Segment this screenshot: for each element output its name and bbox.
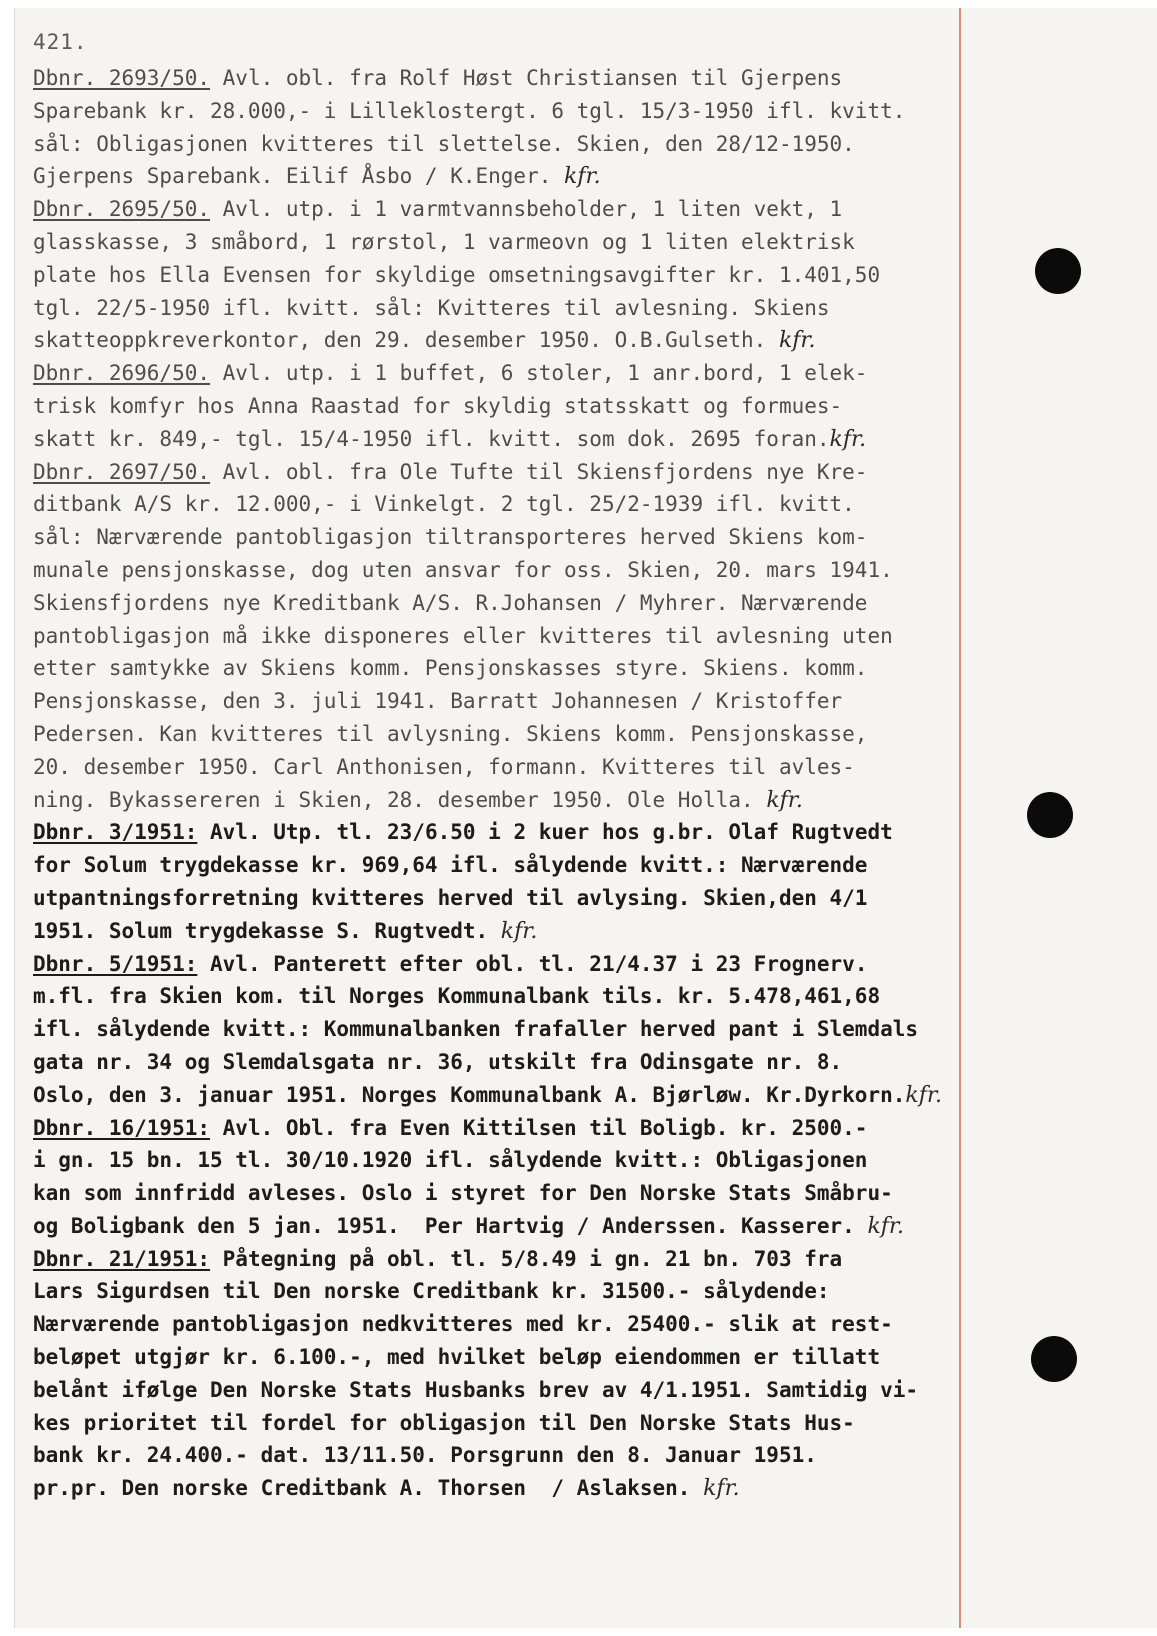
ledger-line (33, 1341, 1143, 1374)
ledger-line (33, 390, 1143, 423)
entry-number: Dbnr. 16/1951: (33, 1115, 211, 1140)
entry-text: tgl. 22/5-1950 ifl. kvitt. sål: Kvitteres til avlesning. Skiens (33, 295, 830, 320)
ledger-line (33, 456, 1143, 489)
ledger-line (33, 1210, 1143, 1243)
ledger-line (33, 620, 1143, 653)
entry-text: Avl. Panterett efter obl. tl. 21/4.37 i 23 Frognerv. (197, 951, 868, 976)
entry-text: belånt ifølge Den Norske Stats Husbanks brev av 4/1.1951. Samtidig vi- (33, 1377, 919, 1402)
ledger-line (33, 95, 1143, 128)
ledger-line (33, 1374, 1143, 1407)
ledger-line (33, 488, 1143, 521)
clerk-initials: kfr. (829, 426, 867, 452)
ledger-line (33, 160, 1143, 193)
entry-text: i gn. 15 bn. 15 tl. 30/10.1920 ifl. sålydende kvitt.: Obligasjonen (33, 1148, 868, 1173)
ledger-line (33, 915, 1143, 948)
entry-text: Avl. Obl. fra Even Kittilsen til Boligb. kr. 2500.- (210, 1115, 868, 1140)
ledger-line (33, 1407, 1143, 1440)
entry-text: Avl. utp. i 1 varmtvannsbeholder, 1 liten vekt, 1 (210, 197, 843, 222)
ledger-line (33, 587, 1143, 620)
entry-number: Dbnr. 2693/50. (33, 66, 211, 90)
ledger-line (33, 357, 1143, 390)
ledger-line (33, 849, 1143, 882)
entry-text: 1951. Solum trygdekasse S. Rugtvedt. (33, 918, 501, 943)
entry-text: Påtegning på obl. tl. 5/8.49 i gn. 21 bn. 703 fra (210, 1246, 843, 1271)
page-number: 421. (33, 30, 88, 54)
entry-text: Skiensfjordens nye Kreditbank A/S. R.Johansen / Myhrer. Nærværende (33, 590, 868, 615)
entry-text: trisk komfyr hos Anna Raastad for skyldig statsskatt og formues- (33, 393, 843, 418)
ledger-line (33, 1439, 1143, 1472)
clerk-initials: kfr. (703, 1476, 740, 1502)
ledger-line (33, 193, 1143, 226)
ledger-line (33, 652, 1143, 685)
entry-text: Nærværende pantobligasjon nedkvitteres med kr. 25400.- slik at rest- (33, 1312, 893, 1337)
entry-text: Sparebank kr. 28.000,- i Lilleklostergt. 6 tgl. 15/3-1950 ifl. kvitt. (33, 98, 906, 123)
entry-text: Lars Sigurdsen til Den norske Creditbank kr. 31500.- sålydende: (33, 1279, 830, 1304)
entry-text: og Boligbank den 5 jan. 1951. Per Hartvig / Anderssen. Kasserer. (33, 1213, 868, 1238)
ledger-line (33, 521, 1143, 554)
ledger-line (33, 128, 1143, 161)
entry-text: m.fl. fra Skien kom. til Norges Kommunalbank tils. kr. 5.478,461,68 (33, 984, 881, 1009)
entry-text: beløpet utgjør kr. 6.100.-, med hvilket beløp eiendommen er tillatt (33, 1345, 881, 1370)
entry-text: Gjerpens Sparebank. Eilif Åsbo / K.Enger. (33, 164, 565, 189)
entry-text: Pensjonskasse, den 3. juli 1941. Barratt Johannesen / Kristoffer (33, 689, 843, 714)
entry-text: gata nr. 34 og Slemdalsgata nr. 36, utskilt fra Odinsgate nr. 8. (33, 1049, 843, 1074)
ledger-line (33, 816, 1143, 849)
ledger-line (33, 1275, 1143, 1308)
entry-text: etter samtykke av Skiens komm. Pensjonskasses styre. Skiens. komm. (33, 656, 868, 681)
entry-text: munale pensjonskasse, dog uten ansvar for oss. Skien, 20. mars 1941. (33, 557, 893, 582)
entry-number: Dbnr. 2697/50. (33, 459, 211, 484)
entry-text: Oslo, den 3. januar 1951. Norges Kommunalbank A. Bjørløw. Kr.Dyrkorn. (33, 1082, 906, 1107)
entry-text: sål: Nærværende pantobligasjon tiltransporteres herved Skiens kom- (33, 525, 868, 550)
entry-text: kes prioritet til fordel for obligasjon til Den Norske Stats Hus- (33, 1410, 855, 1435)
ledger-line (33, 324, 1143, 357)
ledger-line (33, 1243, 1143, 1276)
clerk-initials: kfr. (564, 164, 601, 190)
entry-number: Dbnr. 3/1951: (33, 820, 198, 845)
entry-number: Dbnr. 2695/50. (33, 197, 211, 222)
entry-text: glasskasse, 3 småbord, 1 rørstol, 1 varmeovn og 1 liten elektrisk (33, 229, 855, 254)
entry-text: utpantningsforretning kvitteres herved til avlysing. Skien,den 4/1 (33, 885, 868, 910)
entry-number: Dbnr. 5/1951: (33, 951, 198, 976)
ledger-line (33, 1144, 1143, 1177)
ledger-line (33, 423, 1143, 456)
ledger-text (33, 62, 1143, 1505)
ledger-line (33, 1472, 1143, 1505)
entry-text: Avl. Utp. tl. 23/6.50 i 2 kuer hos g.br. Olaf Rugtvedt (197, 820, 893, 845)
clerk-initials: kfr. (766, 787, 803, 813)
ledger-line (33, 62, 1143, 95)
ledger-line (33, 751, 1143, 784)
ledger-line (33, 1177, 1143, 1210)
clerk-initials: kfr. (867, 1213, 905, 1239)
entry-number: Dbnr. 21/1951: (33, 1246, 211, 1271)
ledger-line (33, 226, 1143, 259)
entry-text: bank kr. 24.400.- dat. 13/11.50. Porsgrunn den 8. Januar 1951. (33, 1443, 817, 1468)
entry-text: Avl. obl. fra Rolf Høst Christiansen til Gjerpens (210, 66, 843, 90)
entry-text: pr.pr. Den norske Creditbank A. Thorsen / Aslaksen. (33, 1476, 704, 1501)
entry-text: skatteoppkreverkontor, den 29. desember 1950. O.B.Gulseth. (33, 328, 779, 353)
ledger-line (33, 1308, 1143, 1341)
entry-number: Dbnr. 2696/50. (33, 361, 211, 386)
entry-text: for Solum trygdekasse kr. 969,64 ifl. sålydende kvitt.: Nærværende (33, 853, 868, 878)
ledger-line (33, 1046, 1143, 1079)
ledger-line (33, 784, 1143, 817)
entry-text: kan som innfridd avleses. Oslo i styret for Den Norske Stats Småbru- (33, 1181, 893, 1206)
ledger-page (14, 8, 1157, 1628)
ledger-line (33, 1112, 1143, 1145)
ledger-line (33, 948, 1143, 981)
entry-text: Pedersen. Kan kvitteres til avlysning. Skiens komm. Pensjonskasse, (33, 721, 868, 746)
entry-text: ning. Bykassereren i Skien, 28. desember 1950. Ole Holla. (33, 787, 767, 812)
ledger-line (33, 882, 1143, 915)
entry-text: skatt kr. 849,- tgl. 15/4-1950 ifl. kvitt. som dok. 2695 foran. (33, 426, 830, 451)
ledger-line (33, 1079, 1143, 1112)
entry-text: 20. desember 1950. Carl Anthonisen, formann. Kvitteres til avles- (33, 754, 855, 779)
ledger-line (33, 980, 1143, 1013)
entry-text: sål: Obligasjonen kvitteres til slettelse. Skien, den 28/12-1950. (33, 131, 855, 156)
clerk-initials: kfr. (778, 328, 816, 354)
entry-text: plate hos Ella Evensen for skyldige omsetningsavgifter kr. 1.401,50 (33, 262, 881, 287)
ledger-line (33, 1013, 1143, 1046)
entry-text: pantobligasjon må ikke disponeres eller kvitteres til avlesning uten (33, 623, 893, 648)
ledger-line (33, 259, 1143, 292)
ledger-line (33, 292, 1143, 325)
clerk-initials: kfr. (500, 918, 538, 944)
entry-text: Avl. obl. fra Ole Tufte til Skiensfjordens nye Kre- (210, 459, 868, 484)
entry-text: ifl. sålydende kvitt.: Kommunalbanken frafaller herved pant i Slemdals (33, 1017, 919, 1042)
entry-text: ditbank A/S kr. 12.000,- i Vinkelgt. 2 tgl. 25/2-1939 ifl. kvitt. (33, 492, 855, 517)
entry-text: Avl. utp. i 1 buffet, 6 stoler, 1 anr.bord, 1 elek- (210, 361, 868, 386)
ledger-line (33, 685, 1143, 718)
clerk-initials: kfr. (905, 1082, 942, 1108)
ledger-line (33, 554, 1143, 587)
ledger-line (33, 718, 1143, 751)
